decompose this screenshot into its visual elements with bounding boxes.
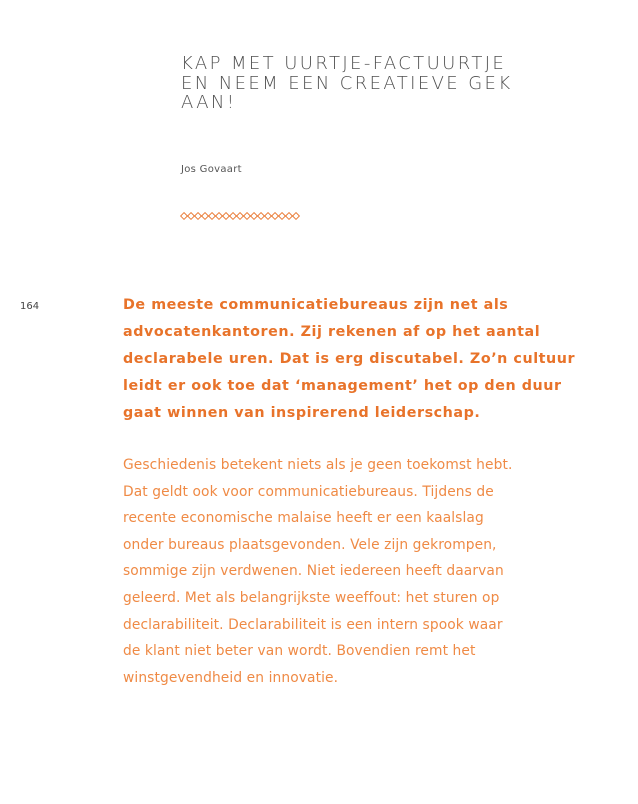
lead-line: De meeste communicatiebureaus zijn net als	[123, 297, 509, 313]
page-number: 164	[20, 301, 40, 312]
diamond-ornament-icon	[216, 213, 223, 220]
lead-line: leidt er ook toe dat ‘management’ het op den duur	[123, 378, 562, 394]
body-line: de klant niet beter van wordt. Bovendien remt het	[123, 643, 476, 660]
lead-paragraph	[123, 292, 576, 427]
author-name: Jos Govaart	[181, 164, 242, 175]
body-line: Geschiedenis betekent niets als je geen toekomst hebt.	[123, 457, 513, 473]
body-line: sommige zijn verdwenen. Niet iedereen heeft daarvan	[123, 563, 504, 580]
diamond-ornament-icon	[188, 213, 195, 220]
body-line: declarabiliteit. Declarabiliteit is een intern spook waar	[123, 616, 503, 633]
lead-line: gaat winnen van inspirerend leiderschap.	[123, 405, 481, 421]
diamond-ornament-icon	[265, 213, 272, 220]
body-line: recente economische malaise heeft er een kaalslag	[123, 510, 484, 527]
diamond-ornament-icon	[293, 213, 300, 220]
article-title-line: KAP MET UURTJE-FACTUURTJE	[181, 53, 507, 74]
diamond-ornament-icon	[237, 213, 244, 220]
lead-line: declarabele uren. Dat is erg discutabel. Zo’n cultuur	[123, 351, 576, 367]
article-title-line: AAN!	[181, 92, 237, 113]
diamond-ornament-icon	[223, 213, 230, 220]
diamond-ornament-icon	[272, 213, 279, 220]
diamond-ornament-icon	[279, 213, 286, 220]
diamond-ornament-icon	[251, 213, 258, 220]
article-title-line: EN NEEM EEN CREATIEVE GEK	[181, 72, 513, 94]
lead-line: advocatenkantoren. Zij rekenen af op het aantal	[123, 324, 541, 340]
diamond-ornament-icon	[286, 213, 293, 220]
diamond-ornament-icon	[230, 213, 237, 220]
diamond-ornament-icon	[244, 213, 251, 220]
diamond-ornament-icon	[258, 213, 265, 220]
diamond-ornament-icon	[209, 213, 216, 220]
body-paragraph	[123, 452, 573, 691]
diamond-row-ornament	[180, 211, 302, 221]
body-line: winstgevendheid en innovatie.	[123, 669, 339, 686]
diamond-ornament-icon	[195, 213, 202, 220]
diamond-ornament-icon	[181, 213, 188, 220]
body-line: geleerd. Met als belangrijkste weeffout: het sturen op	[123, 589, 500, 606]
body-line: Dat geldt ook voor communicatiebureaus. Tijdens de	[123, 483, 494, 500]
body-line: onder bureaus plaatsgevonden. Vele zijn gekrompen,	[123, 536, 497, 553]
diamond-ornament-icon	[202, 213, 209, 220]
article-title	[181, 54, 581, 113]
